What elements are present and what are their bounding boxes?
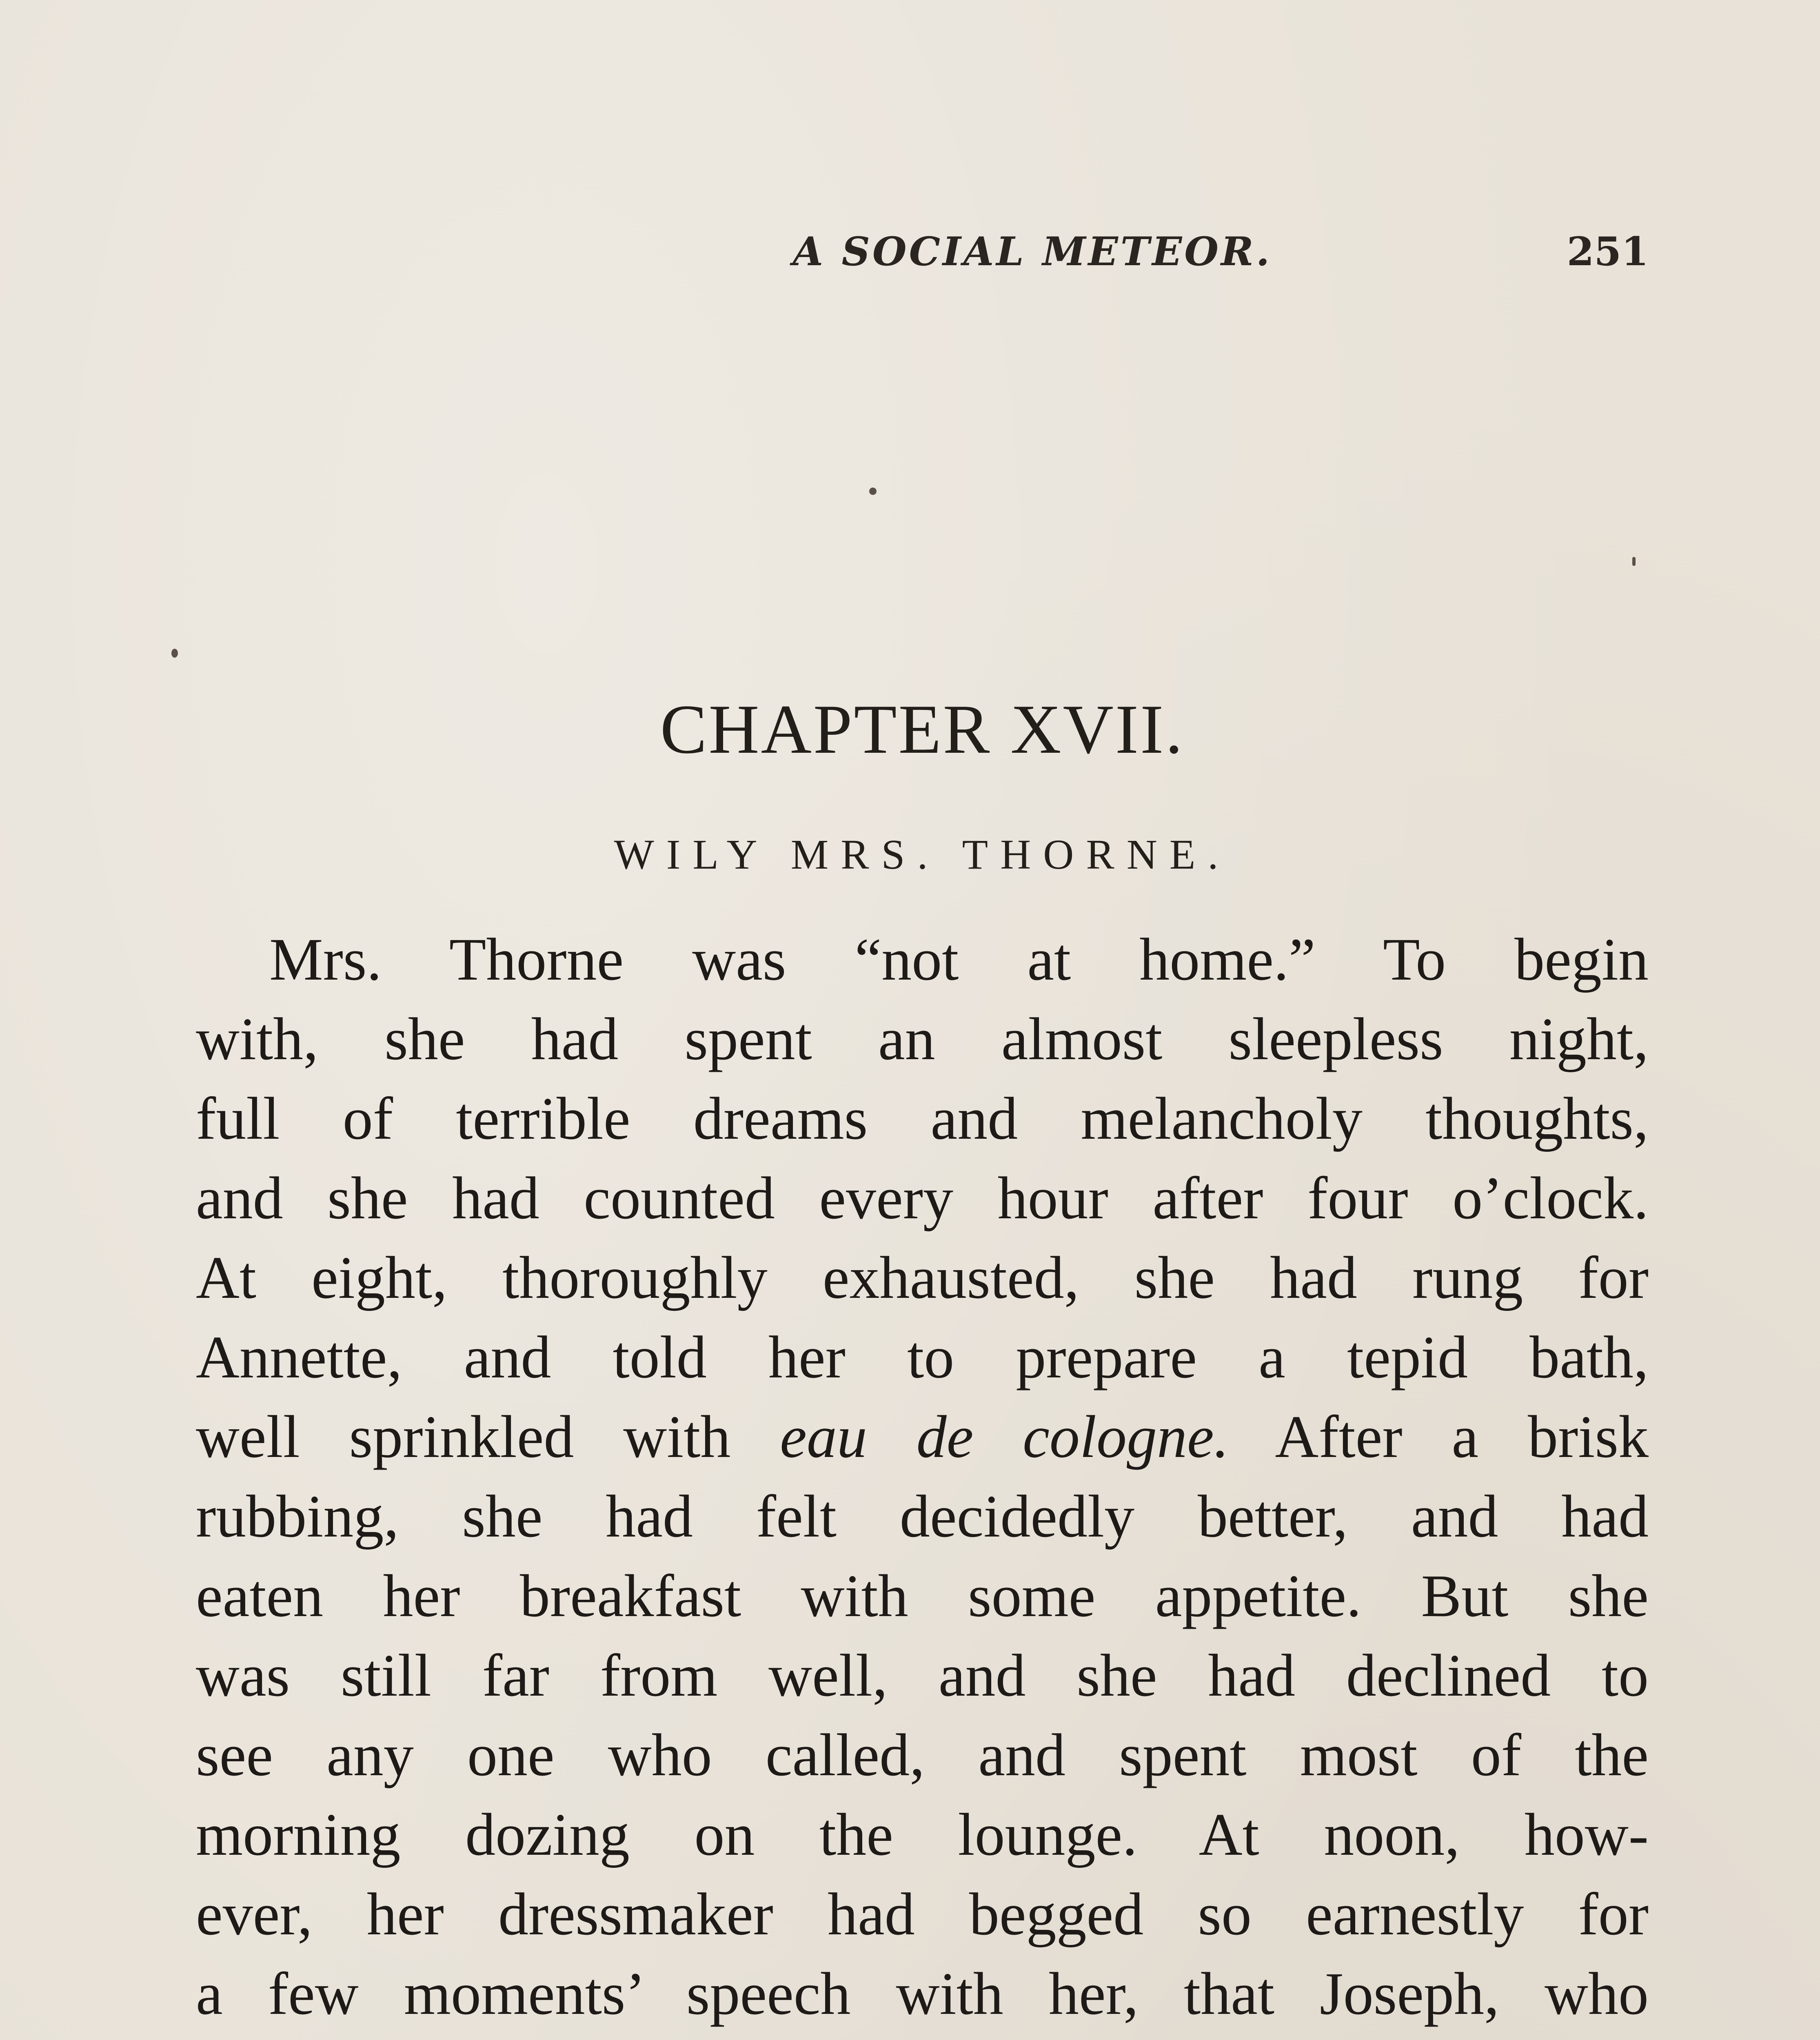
text-line: see any one who called, and spent most of the — [196, 1722, 1649, 1789]
paper-speck — [171, 649, 178, 658]
running-head — [196, 228, 1649, 286]
text-line — [196, 2034, 1649, 2040]
text-line: and she had counted every hour after four o’clock. — [196, 1165, 1649, 1232]
chapter-subtitle: WILY MRS. THORNE. — [614, 831, 1231, 878]
text-line-italic-phrase — [196, 1397, 1649, 1477]
body-text — [196, 920, 1649, 2040]
text-line: ever, her dressmaker had begged so earnestly for — [196, 1881, 1649, 1948]
page-number: 251 — [1567, 228, 1649, 275]
text-line: was still far from well, and she had declined to — [196, 1642, 1649, 1709]
text-line: eaten her breakfast with some appetite. But she — [196, 1563, 1649, 1630]
text-line: rubbing, she had felt decidedly better, and had — [196, 1483, 1649, 1550]
text-segment: well sprinkled with — [196, 1404, 780, 1470]
paper-speck — [1632, 557, 1636, 566]
italic-phrase: eau de cologne. — [780, 1404, 1229, 1470]
text-line: morning dozing on the lounge. At noon, how- — [196, 1801, 1649, 1868]
text-line: with, she had spent an almost sleepless night, — [196, 1006, 1649, 1073]
text-line: Mrs. Thorne was “not at home.” To begin — [269, 926, 1649, 993]
text-segment: After a brisk — [1229, 1404, 1649, 1470]
text-line: a few moments’ speech with her, that Joseph, who — [196, 1960, 1649, 2027]
chapter-title: CHAPTER XVII. — [660, 691, 1185, 768]
paper-speck — [869, 488, 877, 495]
text-line: full of terrible dreams and melancholy thoughts, — [196, 1085, 1649, 1152]
running-title: A SOCIAL METEOR. — [792, 228, 1272, 275]
text-line: At eight, thoroughly exhausted, she had rung for — [196, 1244, 1649, 1311]
text-line: Annette, and told her to prepare a tepid bath, — [196, 1324, 1649, 1391]
